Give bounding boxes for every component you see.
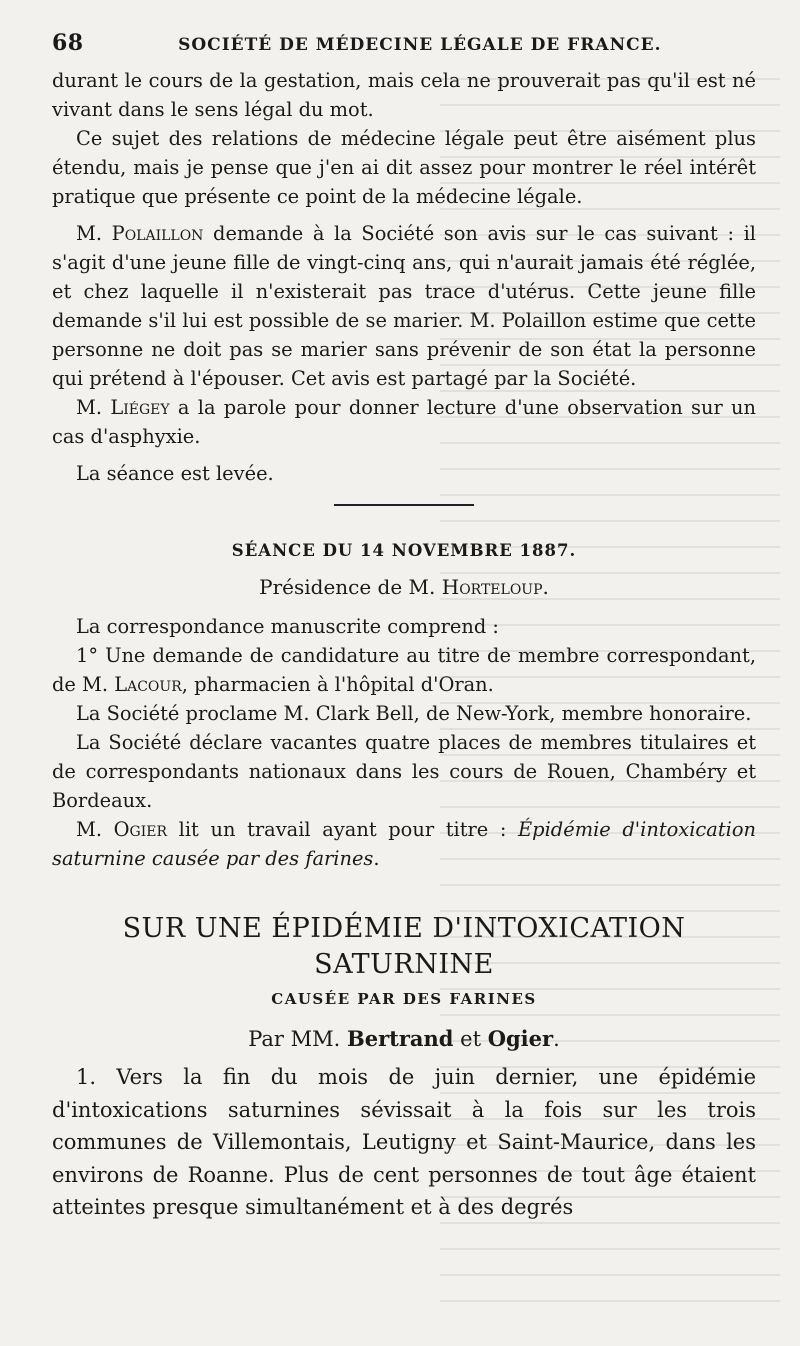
candidate-name: Lacour xyxy=(114,673,182,696)
speaker-prefix: M. xyxy=(76,396,111,419)
candidature-end: , pharmacien à l'hôpital d'Oran. xyxy=(181,673,494,696)
author-ogier: Ogier xyxy=(487,1026,554,1051)
paragraph-liegey xyxy=(52,393,756,451)
paragraph-correspondance: La correspondance manuscrite comprend : xyxy=(76,615,499,638)
paragraph-vacantes: La Société déclare vacantes quatre places de membres titulaires et de correspondants nationaux dans les cours de Rouen, Chambéry et Bordeaux. xyxy=(52,731,756,812)
authors-prefix: Par MM. xyxy=(248,1027,347,1051)
speaker-name: Liégey xyxy=(110,396,170,419)
paragraph-text: a la parole pour donner lecture d'une observation sur un cas d'asphyxie. xyxy=(52,396,756,448)
seance-heading: SÉANCE DU 14 NOVEMBRE 1887. xyxy=(231,541,577,560)
presidence-line xyxy=(52,573,756,602)
authors-end: . xyxy=(553,1027,560,1051)
paragraph-levee: La séance est levée. xyxy=(76,462,274,485)
paragraph-end: . xyxy=(373,847,380,870)
paragraph-text: lit un travail ayant pour titre : xyxy=(167,818,519,841)
page-header xyxy=(52,30,756,66)
author-bertrand: Bertrand xyxy=(346,1026,454,1051)
speaker-prefix: M. xyxy=(76,818,114,841)
article-authors xyxy=(52,1023,756,1055)
speaker-name: Ogier xyxy=(113,818,168,841)
authors-join: et xyxy=(453,1027,488,1051)
presidence-end: . xyxy=(542,575,549,599)
presidence-text: Présidence de M. xyxy=(259,575,442,599)
paragraph-polaillon xyxy=(52,219,756,393)
article-title: SUR UNE ÉPIDÉMIE D'INTOXICATION SATURNINE xyxy=(122,913,686,980)
paragraph-proclame: La Société proclame M. Clark Bell, de New-York, membre honoraire. xyxy=(76,702,752,725)
running-title: SOCIÉTÉ DE MÉDECINE LÉGALE DE FRANCE. xyxy=(178,35,662,55)
section-divider xyxy=(334,504,474,506)
article-paragraph-1: 1. Vers la fin du mois de juin dernier, une épidémie d'intoxications saturnines sévissait à la fois sur les trois communes de Villemontais, Leutigny et Saint-Maurice, dans les environs de Roanne. Plus de cent personnes de tout âge étaient atteintes presque simultanément et à des degrés xyxy=(52,1065,756,1219)
president-name: Horteloup xyxy=(441,575,543,599)
paragraph-text: demande à la Société son avis sur le cas suivant : il s'agit d'une jeune fille de vingt-cinq ans, qui n'aurait jamais été réglée, et chez laquelle il n'existerait pas trace d'utérus. Cette jeune fille demande s'il lui est possible de se marier. M. Polaillon estime que cette personne ne doit pas se marier sans prévenir de son état la personne qui prétend à l'épouser. Cet avis est partagé par la Société. xyxy=(52,222,756,390)
work-title: Épidémie d'intoxication saturnine causée par des farines xyxy=(52,818,756,870)
candidature-text: 1° Une demande de candidature au titre de membre correspondant, de M. xyxy=(52,644,756,696)
article-subtitle: CAUSÉE PAR DES FARINES xyxy=(271,990,537,1008)
speaker-prefix: M. xyxy=(76,222,112,245)
paragraph-sujet: Ce sujet des relations de médecine légale peut être aisément plus étendu, mais je pense que j'en ai dit assez pour montrer le réel intérêt pratique que présente ce point de la médecine légale. xyxy=(52,127,756,208)
article-body xyxy=(52,1061,756,1224)
page-number: 68 xyxy=(52,30,84,56)
paragraph-gestation: durant le cours de la gestation, mais cela ne prouverait pas qu'il est né vivant dans le sens légal du mot. xyxy=(52,69,756,121)
paragraph-candidature xyxy=(52,641,756,699)
speaker-name: Polaillon xyxy=(111,222,204,245)
paragraph-ogier xyxy=(52,815,756,873)
